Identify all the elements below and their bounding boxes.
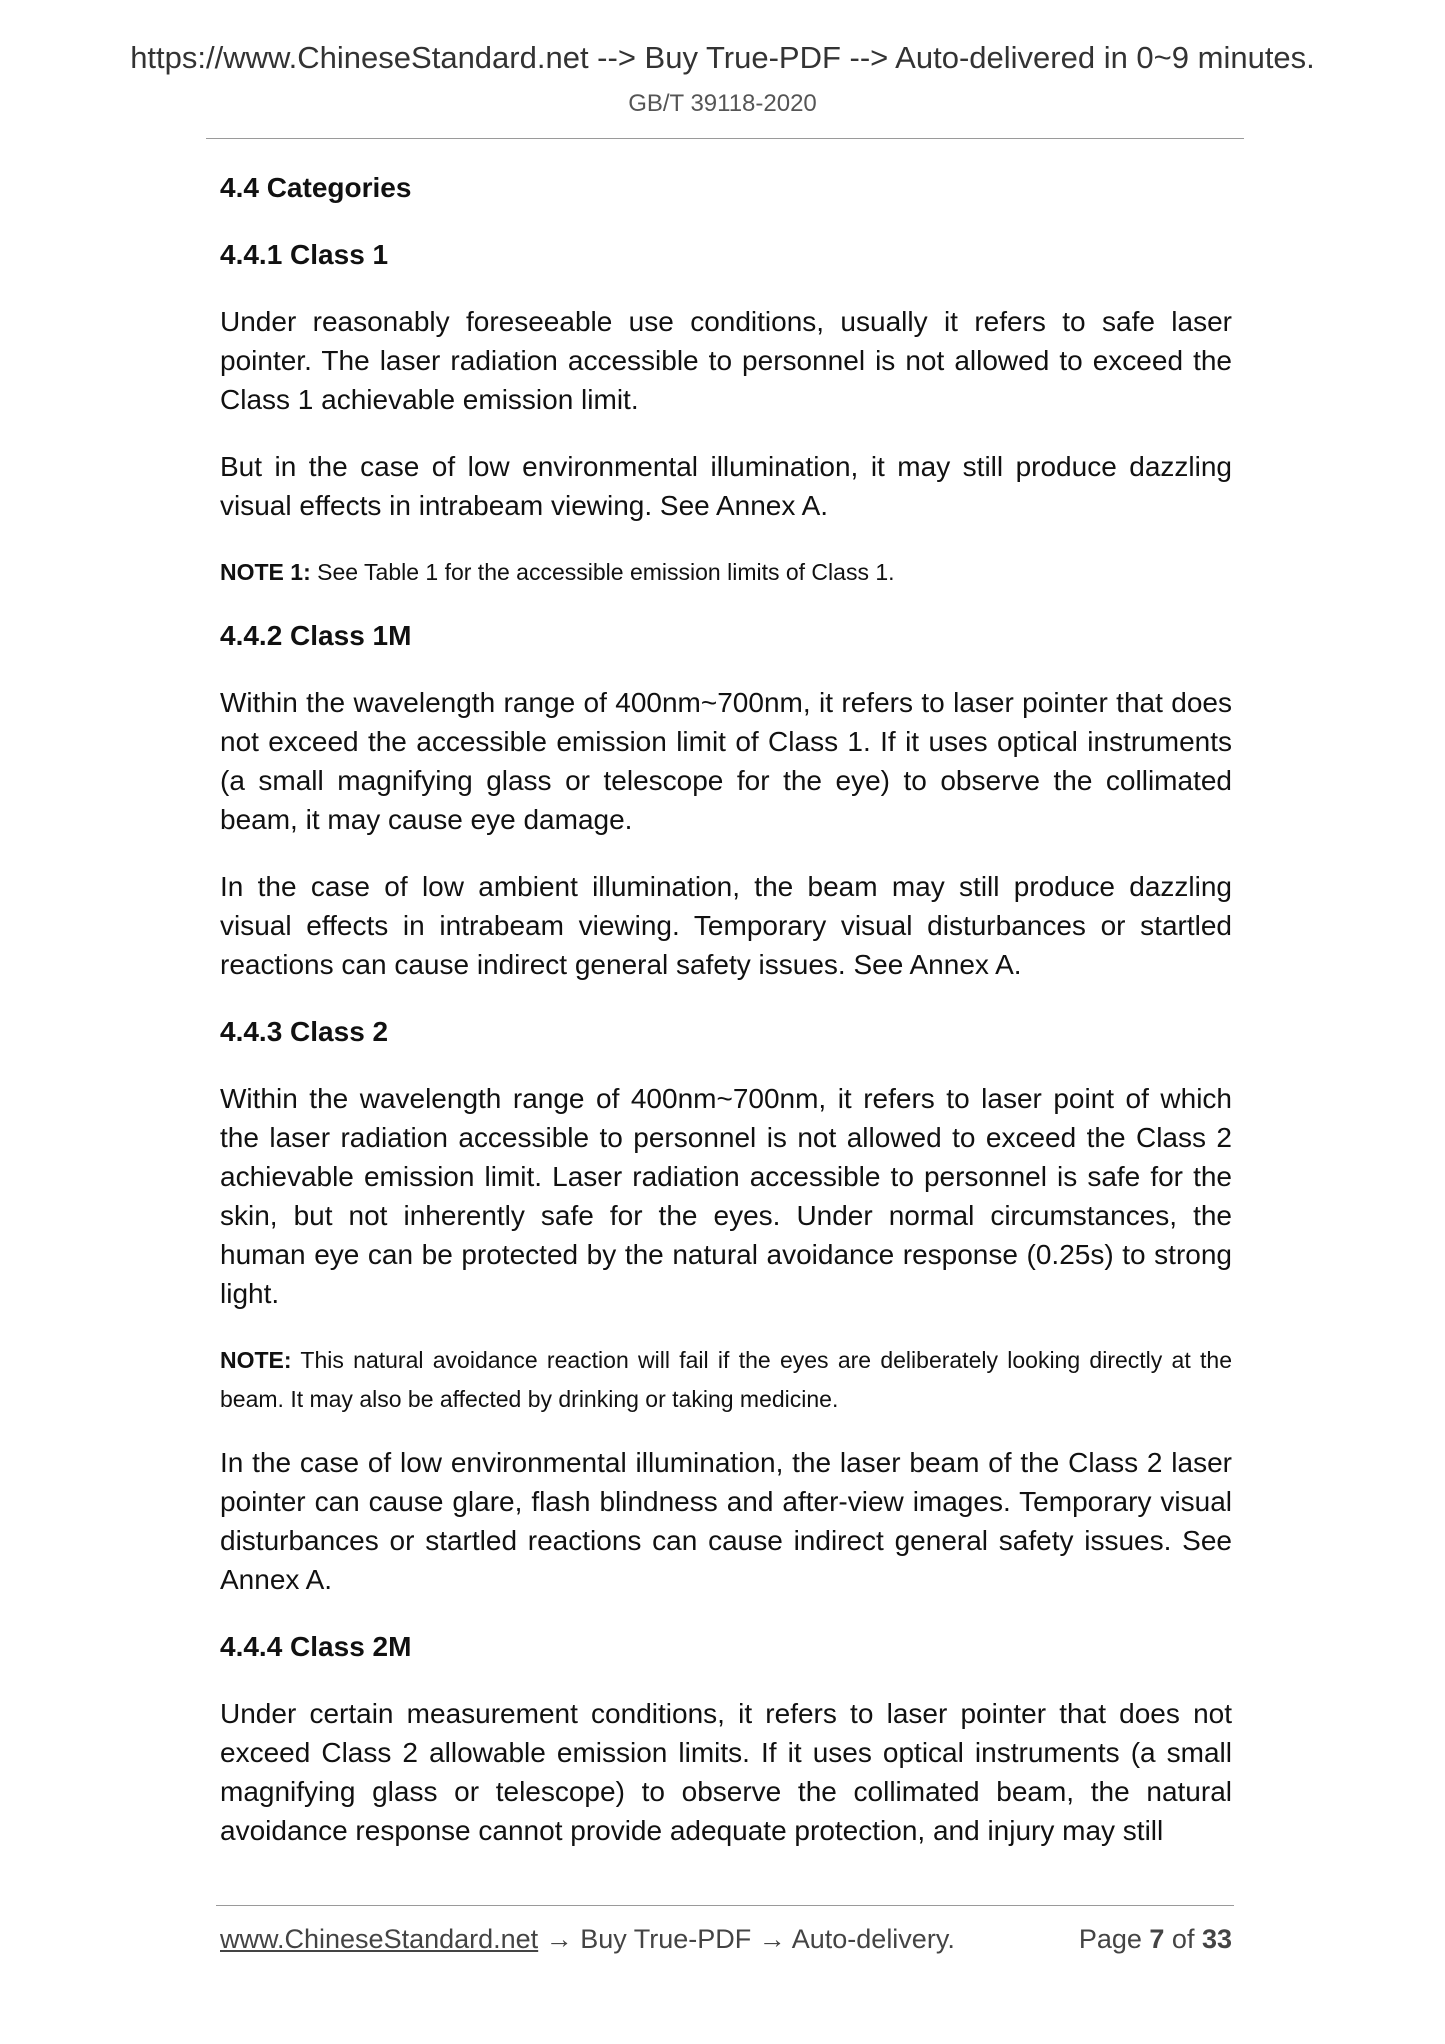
section-heading-4-4: 4.4 Categories xyxy=(220,172,412,203)
source-banner: https://www.ChineseStandard.net --> Buy True-PDF --> Auto-delivered in 0~9 minutes. xyxy=(130,40,1315,75)
page-body xyxy=(220,168,1232,1878)
paragraph: Within the wavelength range of 400nm~700nm, it refers to laser pointer that does not exceed the accessible emission limit of Class 1. If it uses optical instruments (a small magnifying glass or telescope for the eye) to observe the collimated beam, it may cause eye damage. xyxy=(220,687,1232,835)
footer-left xyxy=(220,1924,955,1955)
document-id: GB/T 39118-2020 xyxy=(628,90,817,117)
page-footer xyxy=(220,1924,1232,1964)
paragraph: Under certain measurement conditions, it refers to laser pointer that does not exceed Class 2 allowable emission limits. If it uses optical instruments (a small magnifying glass or telescope) to observe the collimated beam, the natural avoidance response cannot provide adequate protection, and injury may still xyxy=(220,1698,1232,1846)
paragraph: In the case of low ambient illumination, the beam may still produce dazzling visual effects in intrabeam viewing. Temporary visual disturbances or startled reactions can cause indirect general safety issues. See Annex A. xyxy=(220,871,1232,980)
section-heading-4-4-1: 4.4.1 Class 1 xyxy=(220,239,389,270)
footer-site-link[interactable]: www.ChineseStandard.net xyxy=(220,1924,539,1954)
paragraph: Within the wavelength range of 400nm~700nm, it refers to laser point of which the laser radiation accessible to personnel is not allowed to exceed the Class 2 achievable emission limit. Laser radiation accessible to personnel is safe for the skin, but not inherently safe for the eyes. Under normal circumstances, the human eye can be protected by the natural avoidance response (0.25s) to strong light. xyxy=(220,1083,1232,1309)
header-divider xyxy=(206,138,1244,139)
total-pages: 33 xyxy=(1201,1924,1232,1954)
page-word: Page xyxy=(1078,1924,1150,1954)
note-1 xyxy=(220,553,1232,592)
page-number: 7 xyxy=(1149,1924,1165,1954)
section-heading-4-4-3: 4.4.3 Class 2 xyxy=(220,1016,389,1047)
note-2-text: This natural avoidance reaction will fail if the eyes are deliberately looking directly at the beam. It may also be affected by drinking or taking medicine. xyxy=(220,1347,1232,1412)
section-heading-4-4-4: 4.4.4 Class 2M xyxy=(220,1631,412,1662)
footer-divider xyxy=(216,1905,1234,1906)
paragraph: Under reasonably foreseeable use conditions, usually it refers to safe laser pointer. The laser radiation accessible to personnel is not allowed to exceed the Class 1 achievable emission limit. xyxy=(220,306,1232,415)
section-heading-4-4-2: 4.4.2 Class 1M xyxy=(220,620,412,651)
of-word: of xyxy=(1164,1924,1202,1954)
note-2-label: NOTE: xyxy=(220,1347,292,1373)
note-1-label: NOTE 1: xyxy=(220,559,311,585)
footer-tagline: → Buy True-PDF → Auto-delivery. xyxy=(538,1924,955,1954)
paragraph: In the case of low environmental illumination, the laser beam of the Class 2 laser pointer can cause glare, flash blindness and after-view images. Temporary visual disturbances or startled reactions can cause indirect general safety issues. See Annex A. xyxy=(220,1447,1232,1595)
note-1-text: See Table 1 for the accessible emission limits of Class 1. xyxy=(310,559,895,585)
page-indicator xyxy=(1079,1924,1232,1955)
note-2 xyxy=(220,1341,1232,1419)
paragraph: But in the case of low environmental illumination, it may still produce dazzling visual effects in intrabeam viewing. See Annex A. xyxy=(220,451,1232,521)
